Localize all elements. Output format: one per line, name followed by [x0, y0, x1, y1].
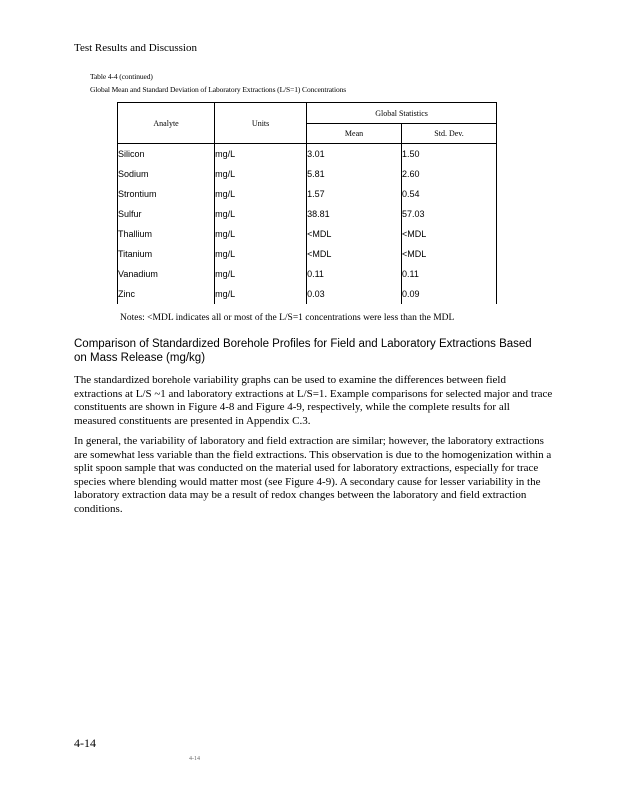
cell-std-dev: 2.60 [402, 164, 497, 184]
cell-analyte: Vanadium [118, 264, 215, 284]
table-row [118, 284, 497, 304]
cell-analyte: Sodium [118, 164, 215, 184]
table-notes: Notes: <MDL indicates all or most of the L/S=1 concentrations were less than the MDL [120, 313, 455, 323]
table-caption-label: Table 4-4 (continued) [90, 72, 153, 81]
table-caption-title: Global Mean and Standard Deviation of Laboratory Extractions (L/S=1) Concentrations [90, 85, 347, 94]
cell-std-dev: 0.11 [402, 264, 497, 284]
cell-units: mg/L [215, 284, 307, 304]
cell-units: mg/L [215, 244, 307, 264]
cell-std-dev: <MDL [402, 244, 497, 264]
cell-mean: <MDL [307, 224, 402, 244]
header-analyte: Analyte [118, 103, 215, 144]
table-row [118, 204, 497, 224]
table-row [118, 244, 497, 264]
header-std-dev: Std. Dev. [402, 124, 497, 144]
cell-analyte: Silicon [118, 144, 215, 164]
table-row [118, 144, 497, 164]
cell-mean: 38.81 [307, 204, 402, 224]
cell-std-dev: <MDL [402, 224, 497, 244]
table-row [118, 224, 497, 244]
cell-units: mg/L [215, 164, 307, 184]
cell-mean: 0.03 [307, 284, 402, 304]
cell-mean: 5.81 [307, 164, 402, 184]
header-global-statistics: Global Statistics [307, 103, 497, 124]
cell-analyte: Titanium [118, 244, 215, 264]
cell-units: mg/L [215, 184, 307, 204]
body-paragraph-2: In general, the variability of laboratory and field extraction are similar; however, the laboratory extractions are somewhat less variable than the field extractions. This observation is due to the homogenization within a split spoon sample that was conducted on the material used for laboratory extractions, especially for trace species where blending would matter most (see Figure 4-9). A secondary cause for lesser variability in the laboratory extraction data may be a result of redox changes between the laboratory and field extraction conditions. [74, 435, 552, 515]
cell-mean: 1.57 [307, 184, 402, 204]
cell-analyte: Sulfur [118, 204, 215, 224]
cell-analyte: Thallium [118, 224, 215, 244]
cell-std-dev: 1.50 [402, 144, 497, 164]
cell-std-dev: 0.09 [402, 284, 497, 304]
cell-mean: <MDL [307, 244, 402, 264]
table-row [118, 264, 497, 284]
running-header: Test Results and Discussion [74, 42, 197, 54]
cell-mean: 3.01 [307, 144, 402, 164]
cell-units: mg/L [215, 204, 307, 224]
table-row [118, 164, 497, 184]
concentration-table [117, 102, 497, 304]
cell-mean: 0.11 [307, 264, 402, 284]
body-paragraph-1: The standardized borehole variability graphs can be used to examine the differences between field extractions at L/S ~1 and laboratory extractions at L/S=1. Example comparisons for selected major and trace constituents are shown in Figure 4-8 and Figure 4-9, respectively, while the complete results for all measured constituents are presented in Appendix C.3. [74, 374, 553, 427]
cell-units: mg/L [215, 224, 307, 244]
cell-std-dev: 57.03 [402, 204, 497, 224]
cell-analyte: Strontium [118, 184, 215, 204]
footer-mark: 4-14 [189, 756, 200, 762]
header-mean: Mean [307, 124, 402, 144]
page-number: 4-14 [74, 736, 96, 750]
cell-units: mg/L [215, 264, 307, 284]
table-row [118, 184, 497, 204]
cell-analyte: Zinc [118, 284, 215, 304]
cell-std-dev: 0.54 [402, 184, 497, 204]
cell-units: mg/L [215, 144, 307, 164]
header-units: Units [215, 103, 307, 144]
section-heading: Comparison of Standardized Borehole Profiles for Field and Laboratory Extractions Based on Mass Release (mg/kg) [74, 338, 532, 364]
